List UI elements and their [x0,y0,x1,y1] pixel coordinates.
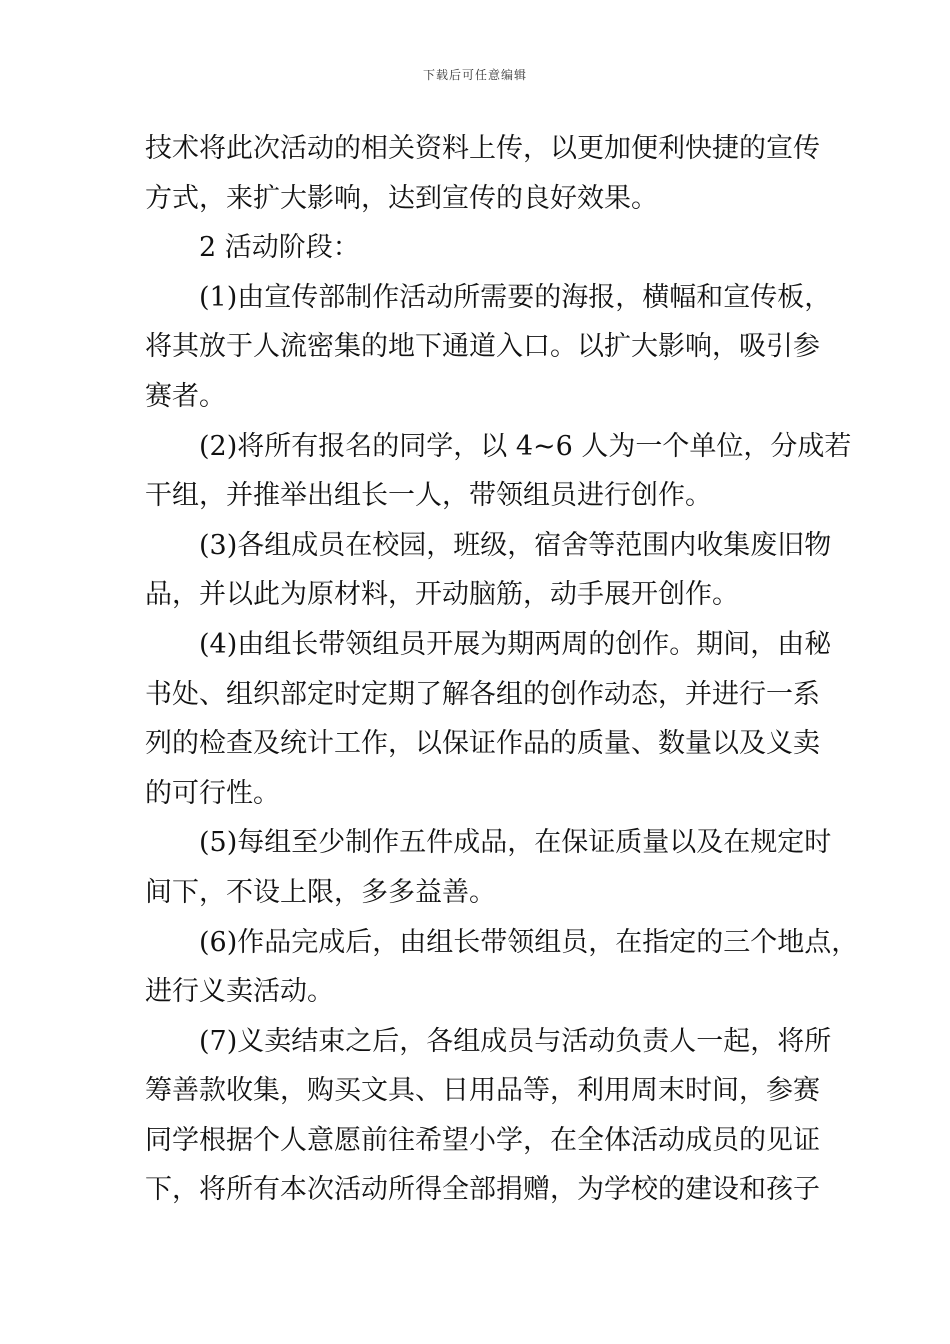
text-line: 方式，来扩大影响，达到宣传的良好效果。 [145,182,658,214]
page-header: 下载后可任意编辑 [422,68,527,82]
text-line: (6)作品完成后，由组长带领组员，在指定的三个地点， [199,926,859,958]
text-line: 的可行性。 [145,777,280,809]
text-line: 技术将此次活动的相关资料上传，以更加便利快捷的宣传 [145,133,820,164]
text-line: 将其放于人流密集的地下通道入口。以扩大影响，吸引参 [145,331,820,363]
document-body [145,124,859,1215]
text-line: 2 活动阶段： [199,232,360,264]
text-line: 干组，并推举出组长一人，带领组员进行创作。 [145,480,712,512]
text-line: 列的检查及统计工作，以保证作品的质量、数量以及义卖 [145,728,820,760]
text-line: 筹善款收集，购买文具、日用品等，利用周末时间，参赛 [145,1075,820,1107]
text-line: 间下，不设上限，多多益善。 [145,876,496,908]
text-line: 品，并以此为原材料，开动脑筋，动手展开创作。 [145,579,739,611]
text-line: 同学根据个人意愿前往希望小学，在全体活动成员的见证 [145,1124,820,1156]
text-line: (7)义卖结束之后，各组成员与活动负责人一起，将所 [199,1025,832,1057]
text-line: 书处、组织部定时定期了解各组的创作动态，并进行一系 [145,678,820,710]
text-line: (2)将所有报名的同学，以 4~6 人为一个单位，分成若 [199,430,852,462]
text-line: (4)由组长带领组员开展为期两周的创作。期间，由秘 [199,628,832,660]
text-line: (5)每组至少制作五件成品，在保证质量以及在规定时 [199,827,832,859]
text-line: 进行义卖活动。 [145,976,334,1008]
text-line: 下，将所有本次活动所得全部捐赠，为学校的建设和孩子 [145,1174,820,1206]
text-line: (3)各组成员在校园，班级，宿舍等范围内收集废旧物 [199,529,832,561]
text-line: 赛者。 [145,380,226,412]
text-line: (1)由宣传部制作活动所需要的海报，横幅和宣传板， [199,281,832,313]
